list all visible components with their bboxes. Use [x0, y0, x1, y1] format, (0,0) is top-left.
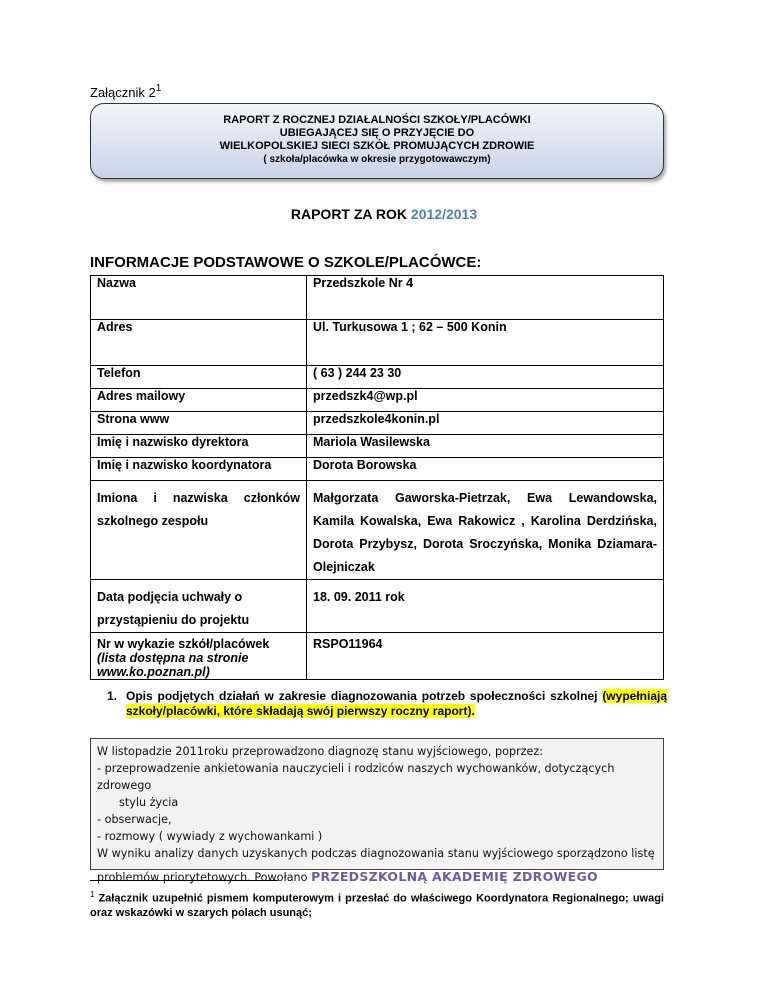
footnote-text: Załącznik uzupełnić pismem komputerowym i przesłać do właściwego Koordynatora Regionalnego; uwagi oraz wskazówki w szarych polach usunąć;	[90, 892, 664, 919]
row-label: Nr w wykazie szkół/placówek (lista dostępna na stronie www.ko.poznan.pl)	[91, 633, 307, 680]
box-line: problemów priorytetowych. Powołano PRZEDSZKOLNĄ AKADEMIĘ ZDROWEGO	[97, 869, 598, 884]
banner-line-3: WIELKOPOLSKIEJ SIECI SZKÓŁ PROMUJĄCYCH ZDROWIE	[219, 140, 535, 152]
row-value: ( 63 ) 244 23 30	[307, 366, 664, 389]
table-row	[91, 481, 664, 580]
banner-line-2: UBIEGAJĄCEJ SIĘ O PRZYJĘCIE DO	[279, 127, 475, 139]
report-header-banner	[90, 103, 664, 179]
table-row	[91, 412, 664, 435]
box-line: - obserwacje,	[97, 813, 172, 826]
report-title: RAPORT ZA ROK 2012/2013	[290, 206, 478, 222]
table-row	[91, 276, 664, 320]
banner-line-4: ( szkoła/placówka w okresie przygotowawczym)	[263, 154, 491, 165]
table-row	[91, 320, 664, 366]
row-label-note: (lista dostępna na stronie www.ko.poznan.pl)	[97, 651, 249, 679]
item-text: Opis podjętych działań w zakresie diagnozowania potrzeb społeczności szkolnej	[126, 689, 603, 703]
footnote-mark: 1	[90, 890, 95, 899]
row-label: Imię i nazwisko koordynatora	[91, 458, 307, 481]
row-label: Imiona i nazwiska członków szkolnego zespołu	[91, 481, 307, 580]
report-year: 2012/2013	[410, 206, 478, 222]
table-row	[91, 458, 664, 481]
row-value: Przedszkole Nr 4	[307, 276, 664, 320]
diagnosis-box	[90, 738, 664, 884]
box-line: - przeprowadzenie ankietowania nauczycieli i rodziców naszych wychowanków, dotyczących zdrowego	[97, 762, 615, 792]
row-value: Małgorzata Gaworska-Pietrzak, Ewa Lewandowska, Kamila Kowalska, Ewa Rakowicz , Karolina Derdzińska, Dorota Przybysz, Dorota Sroczyńska, Monika Dziamara-Olejniczak	[307, 481, 664, 580]
row-value: 18. 09. 2011 rok	[307, 580, 664, 633]
box-line: - rozmowy ( wywiady z wychowankami )	[97, 830, 323, 843]
info-table	[90, 275, 664, 680]
footnote-separator	[90, 880, 278, 881]
row-value: przedszkole4konin.pl	[307, 412, 664, 435]
section-item-1	[107, 689, 667, 719]
row-label: Adres mailowy	[91, 389, 307, 412]
item-highlight: (wypełniają szkoły/placówki, które składają swój pierwszy roczny raport).	[126, 689, 667, 718]
row-label: Data podjęcia uchwały o przystąpieniu do projektu	[91, 580, 307, 633]
attachment-label: Załącznik $2^1$	[90, 83, 162, 100]
footnote	[90, 888, 664, 920]
table-row	[91, 389, 664, 412]
row-label: Strona www	[91, 412, 307, 435]
table-row	[91, 580, 664, 633]
row-value: przedszk4@wp.pl	[307, 389, 664, 412]
row-label: Adres	[91, 320, 307, 366]
academy-name: PRZEDSZKOLNĄ AKADEMIĘ ZDROWEGO	[311, 869, 598, 884]
table-row	[91, 633, 664, 680]
info-heading: INFORMACJE PODSTAWOWE O SZKOLE/PLACÓWCE:	[90, 254, 482, 271]
box-line: stylu życia	[119, 796, 179, 809]
row-value: Dorota Borowska	[307, 458, 664, 481]
table-row	[91, 366, 664, 389]
footnote-reference: 1	[155, 83, 162, 94]
row-value: Ul. Turkusowa 1 ; 62 – 500 Konin	[307, 320, 664, 366]
row-label: Nazwa	[91, 276, 307, 320]
row-label: Imię i nazwisko dyrektora	[91, 435, 307, 458]
banner-line-1: RAPORT Z ROCZNEJ DZIAŁALNOŚCI SZKOŁY/PLACÓWKI	[223, 114, 531, 126]
row-label: Telefon	[91, 366, 307, 389]
box-line: W listopadzie 2011roku przeprowadzono diagnozę stanu wyjściowego, poprzez:	[97, 745, 544, 758]
item-number: 1.	[107, 689, 118, 703]
box-line: W wyniku analizy danych uzyskanych podczas diagnozowania stanu wyjściowego sporządzono listę	[97, 847, 655, 860]
table-row	[91, 435, 664, 458]
row-value: RSPO11964	[307, 633, 664, 680]
row-value: Mariola Wasilewska	[307, 435, 664, 458]
